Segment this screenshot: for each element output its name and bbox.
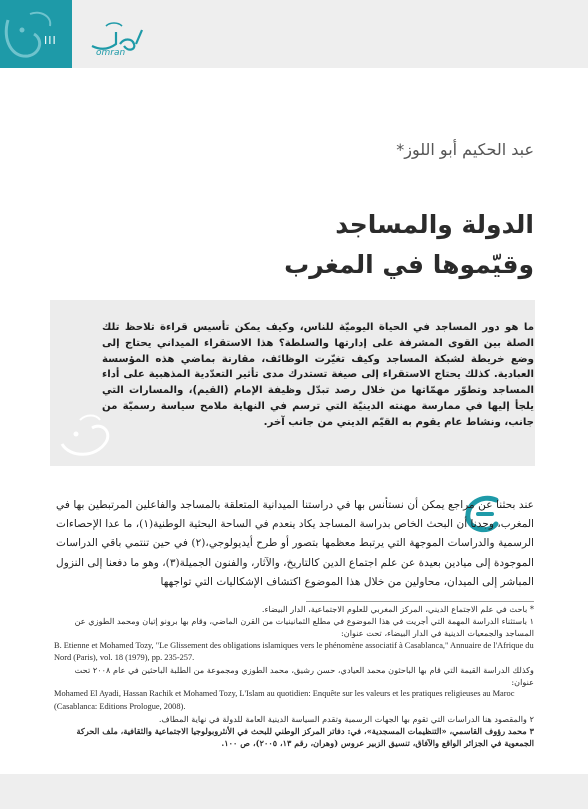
- footnote-1b: وكذلك الدراسة القيمة التي قام بها الباحثون محمد العيادي، حسن رشيق، محمد الطوزي ومجموعة من الطلبة الباحثين في عام ٢٠٠٨ تحت عنوان:: [74, 665, 534, 688]
- header-accent-block: [0, 0, 72, 68]
- article-title: [94, 205, 534, 285]
- footnote-author: * باحث في علم الاجتماع الديني، المركز المغربي للعلوم الاجتماعية، الدار البيضاء.: [261, 604, 534, 614]
- page-header: [0, 0, 588, 68]
- abstract-text: ما هو دور المساجد في الحياة اليوميّة للناس، وكيف يمكن تأسيس قراءة تلاحظ تلك الصلة بين القوى المشرفة على إدارتها والسلطة؟ هذا الاستقراء الميداني يحتاج إلى وضع خريطة لشبكة المساجد وكيف تغيّرت الوظائف، مقارنة بماضي هذه المؤسسة العبادية. كذلك يحتاج الاستقراء إلى صيغة تستدرك مدى تأثير التعدّدية المذهبية على أداء المساجد وتطوّر مهمّاتها من خلال رصد تبدّل وظيفة الإمام (القيم)، والمسارات التي يلجأ إليها في ممارسة مهنته الدينيّة التي ترسم في النهاية ملامح سياسة رسميّة من جانب، ونشاط عام يقوم به القيّم الديني من جانب آخر.: [102, 322, 534, 428]
- title-line-2: وقيّموها في المغرب: [284, 250, 534, 279]
- footnote-1-reference: B. Etienne et Mohamed Tozy, "Le Glissement des obligations islamiques vers le phénomène associatif à Casablanca," Annuaire de l'Afrique du Nord (Paris), vol. 18 (1979), pp. 235-257.: [54, 640, 534, 662]
- logo-latin-text: omran: [96, 48, 126, 58]
- footnote-3: ٣ محمد رؤوف القاسمي، «التنظيمات المسجدية»، في: دفاتر المركز الوطني للبحث في الأنثروبولوجيا الاجتماعية والثقافية، ملف الحركة الجمعوية في الجزائر الواقع والآفاق، تنسيق الزبير عروس (وهران، رقم ١٣، ٢٠٠٥)، ص ١٠٠.: [76, 726, 534, 749]
- title-line-1: الدولة والمساجد: [335, 210, 534, 239]
- decorative-swirl-icon: [0, 0, 72, 68]
- footnote-1b-reference: Mohamed El Ayadi, Hassan Rachik et Mohamed Tozy, L'Islam au quotidien: Enquête sur les valeurs et les pratiques religieuses au Maroc (Casablanca: Editions Prologue, 2008).: [54, 689, 515, 711]
- body-paragraph: عند بحثنا عن مراجع يمكن أن نستأنس بها في دراستنا الميدانية المتعلقة بالمساجد والفاعلين المرتبطين بها في المغرب، وجدنا أن البحث الخاص بدراسة المساجد يكاد ينعدم في الساحة البحثية الوطنية(١)، ما عدا الإحصاءات الرسمية والدراسات الموجهة التي يرتبط معظمها بتصور أو طرح أيديولوجي،(٢) في حين تنتمي باقي الدراسات الموجودة إلى ميادين بعيدة عن علم اجتماع الدين كالتاريخ، والآثار، والفنون الجميلة(٣)، وهو ما دفعنا إلى النزول المباشر إلى الميدان، محاولين من خلال هذا الموضوع اكتشاف الإشكاليات التي تواجهها: [56, 499, 534, 588]
- page-footer: [0, 774, 588, 809]
- footnotes-divider: [306, 601, 534, 602]
- footnote-2: ٢ والمقصود هنا الدراسات التي تقوم بها الجهات الرسمية وتقدم السياسة الدينية العامة للدولة في نهاية المطاف.: [158, 713, 534, 724]
- author-name: عبد الحكيم أبو اللوز*: [396, 140, 534, 159]
- page-number: III: [44, 34, 57, 47]
- footnotes: [54, 603, 534, 749]
- footnote-1: ١ باستثناء الدراسة المهمة التي أجريت في هذا الموضوع في مطلع الثمانينيات من القرن الماضي، وقام بها برونو إتيان ومحمد الطوزي عن المساجد والجمعيات الدينية في الدار البيضاء، تحت عنوان:: [74, 616, 534, 639]
- abstract-swirl-icon: [56, 408, 116, 460]
